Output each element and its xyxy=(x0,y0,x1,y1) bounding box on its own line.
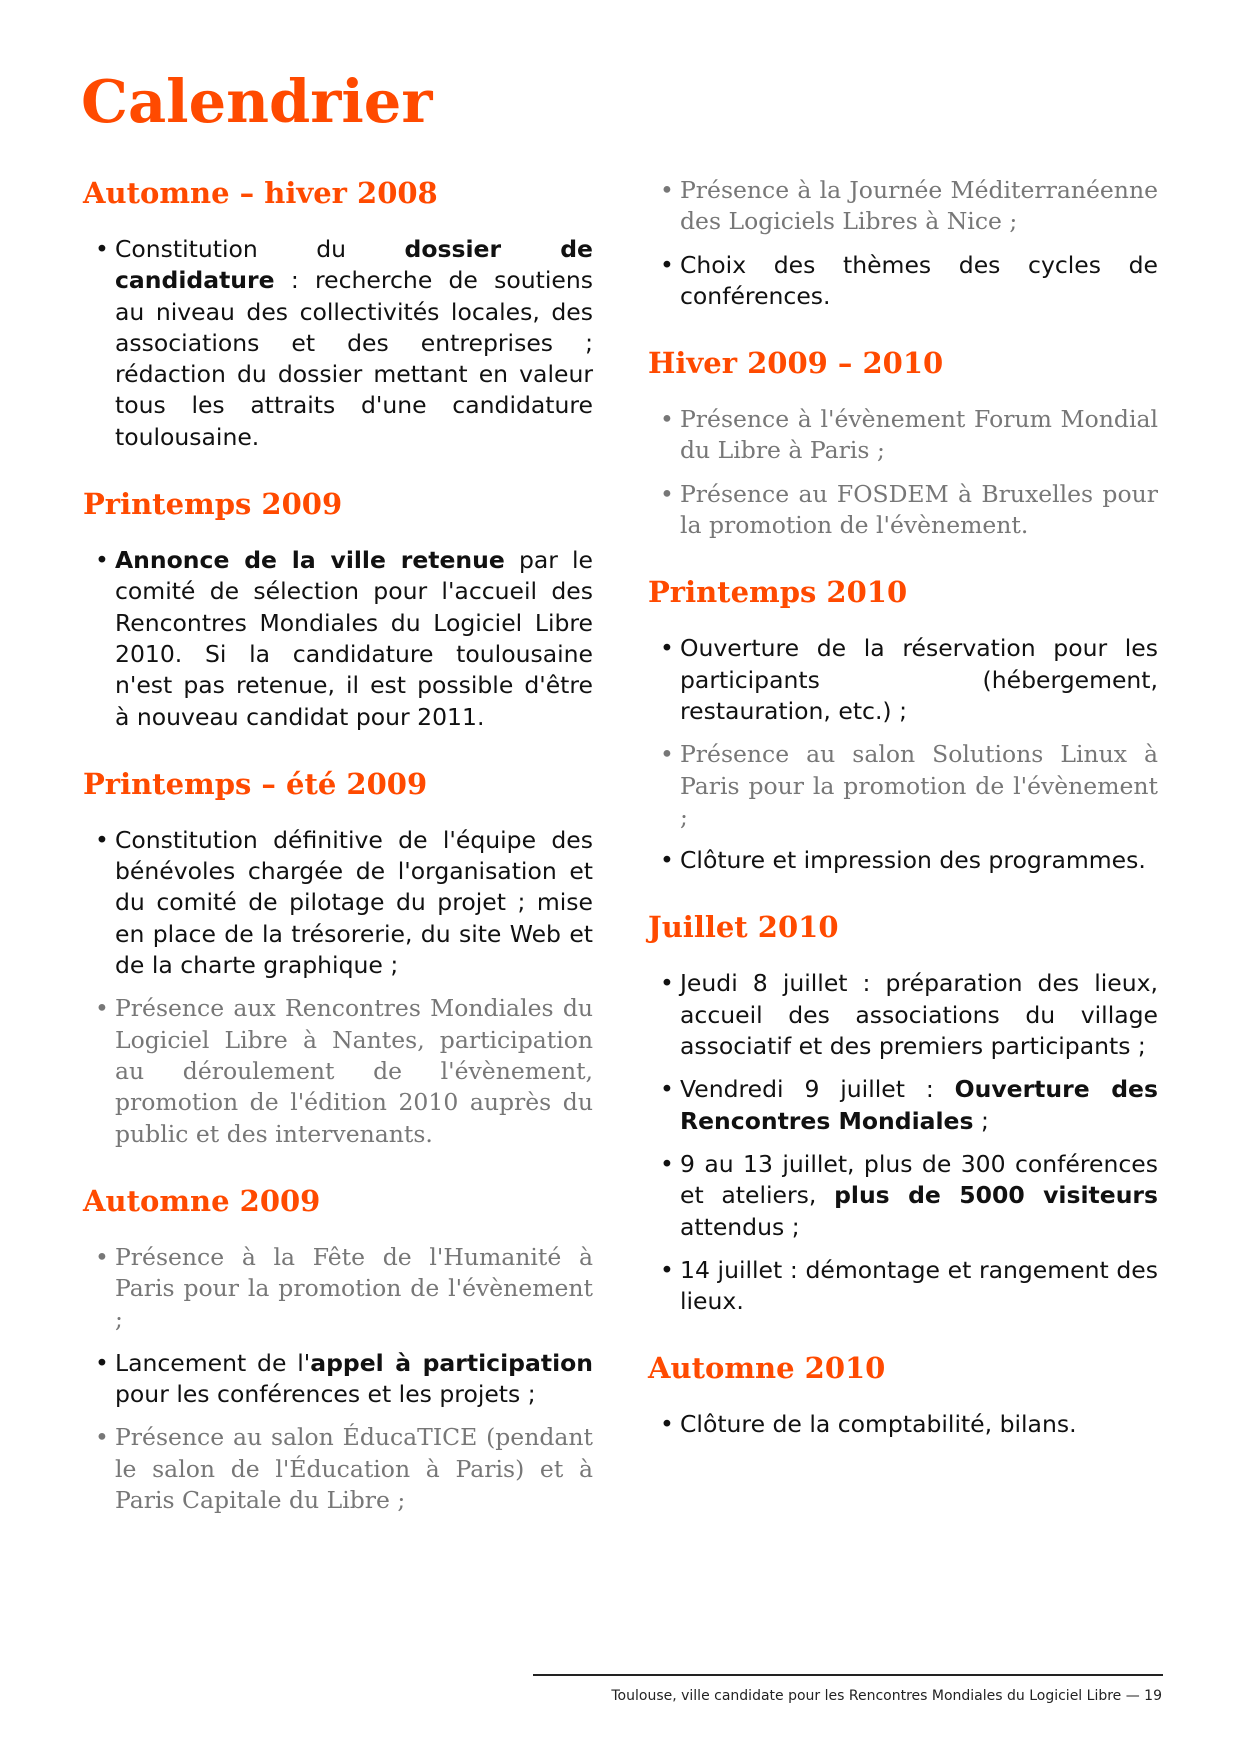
section-heading: Printemps 2009 xyxy=(83,487,343,522)
event-text: Clôture de la comptabilité, bilans. xyxy=(680,1410,1077,1439)
event-text: Constitution du xyxy=(115,235,405,263)
event-text: Constitution définitive de l'équipe des bénévoles chargée de l'organisation et du comité de pilotage du projet ; mise en place de la trésorerie, du site Web et de la charte graphique ; xyxy=(115,825,593,980)
calendar-section xyxy=(648,175,1158,312)
event-text: ; xyxy=(973,1106,989,1135)
event-list xyxy=(648,404,1158,541)
event-text: Présence aux Rencontres Mondiales du Logiciel Libre à Nantes, participation au déroulement de l'évènement, promotion de l'édition 2010 auprès du public et des intervenants. xyxy=(115,994,593,1148)
event-text: 14 juillet : démontage et rangement des lieux. xyxy=(680,1255,1158,1316)
event-list xyxy=(648,968,1158,1317)
event-text-bold: Ouverture des Rencontres Mondiales xyxy=(680,1075,1158,1135)
event-list xyxy=(648,1409,1158,1440)
section-heading: Printemps 2010 xyxy=(648,575,908,610)
event-text: : recherche de soutiens au niveau des collectivités locales, des associations et des entreprises ; rédaction du dossier mettant en valeur tous les attraits d'une candidature toulousaine. xyxy=(115,266,593,451)
calendar-section xyxy=(648,1348,1158,1440)
page-footer: Toulouse, ville candidate pour les Rencontres Mondiales du Logiciel Libre — 19 xyxy=(611,1688,1162,1704)
event-text: Présence au salon Solutions Linux à Paris pour la promotion de l'évènement ; xyxy=(680,740,1158,831)
event-text-bold: Annonce de la ville retenue xyxy=(115,546,505,575)
event-text-bold: dossier de candidature xyxy=(115,235,593,295)
section-heading: Juillet 2010 xyxy=(648,910,839,945)
event-text: attendus ; xyxy=(680,1212,800,1241)
event-text: Clôture et impression des programmes. xyxy=(680,846,1146,875)
event-list xyxy=(83,825,593,1150)
event-list xyxy=(648,175,1158,312)
event-list xyxy=(648,633,1158,876)
calendar-section xyxy=(648,572,1158,876)
event-item xyxy=(648,175,1158,238)
section-heading: Automne 2009 xyxy=(83,1183,321,1218)
calendar-section xyxy=(648,343,1158,541)
event-item xyxy=(83,1348,593,1411)
event-text: par le comité de sélection pour l'accueil des Rencontres Mondiales du Logiciel Libre 2010. Si la candidature toulousaine n'est pas retenue, il est possible d'être à nouveau candidat pour 2011. xyxy=(115,546,594,731)
footer-rule xyxy=(533,1674,1163,1676)
calendar-section xyxy=(648,907,1158,1317)
calendar-section xyxy=(83,484,593,733)
event-item xyxy=(83,993,593,1149)
event-item xyxy=(648,845,1158,876)
event-text: Présence à la Journée Méditerranéenne des Logiciels Libres à Nice ; xyxy=(680,176,1158,236)
event-item xyxy=(83,1242,593,1336)
event-item xyxy=(648,479,1158,542)
event-text-bold: plus de 5000 visiteurs xyxy=(834,1181,1159,1210)
calendar-section xyxy=(83,1181,593,1516)
event-item xyxy=(648,1255,1158,1318)
event-item xyxy=(648,739,1158,833)
event-text: Présence à la Fête de l'Humanité à Paris pour la promotion de l'évènement ; xyxy=(115,1242,593,1334)
event-text-bold: appel à participation xyxy=(310,1348,594,1377)
event-text: 9 au 13 juillet, plus de 300 conférences et ateliers, xyxy=(680,1149,1158,1210)
left-column xyxy=(83,173,593,1547)
event-list xyxy=(83,1242,593,1516)
section-heading: Printemps – été 2009 xyxy=(83,766,428,801)
section-heading: Automne – hiver 2008 xyxy=(83,176,438,210)
calendar-section xyxy=(83,764,593,1150)
event-item xyxy=(648,1409,1158,1440)
event-text: Ouverture de la réservation pour les participants (hébergement, restauration, etc.) ; xyxy=(680,634,1158,725)
event-list xyxy=(83,545,593,733)
event-text: pour les conférences et les projets ; xyxy=(115,1380,536,1409)
calendar-section xyxy=(83,173,593,453)
section-heading: Automne 2010 xyxy=(648,1351,886,1386)
event-text: Vendredi 9 juillet : xyxy=(680,1075,955,1104)
event-item xyxy=(648,968,1158,1062)
event-item xyxy=(648,1149,1158,1243)
event-list xyxy=(83,234,593,453)
right-column xyxy=(648,175,1158,1472)
event-item xyxy=(648,404,1158,467)
section-heading: Hiver 2009 – 2010 xyxy=(648,346,944,381)
event-item xyxy=(648,250,1158,313)
event-text: Présence au FOSDEM à Bruxelles pour la promotion de l'évènement. xyxy=(680,479,1158,540)
page-title: Calendrier xyxy=(81,67,433,136)
event-text: Présence au salon ÉducaTICE (pendant le salon de l'Éducation à Paris) et à Paris Capitale du Libre ; xyxy=(115,1423,593,1514)
event-item xyxy=(83,825,593,981)
event-item xyxy=(83,234,593,453)
event-text: Choix des thèmes des cycles de conférences. xyxy=(680,250,1158,310)
event-text: Lancement de l' xyxy=(115,1348,311,1377)
event-text: Présence à l'évènement Forum Mondial du Libre à Paris ; xyxy=(680,405,1158,465)
event-item xyxy=(648,633,1158,727)
event-item xyxy=(83,545,593,733)
event-item xyxy=(648,1074,1158,1137)
event-text: Jeudi 8 juillet : préparation des lieux, accueil des associations du village associatif et des premiers participants ; xyxy=(680,969,1158,1061)
event-item xyxy=(83,1422,593,1516)
